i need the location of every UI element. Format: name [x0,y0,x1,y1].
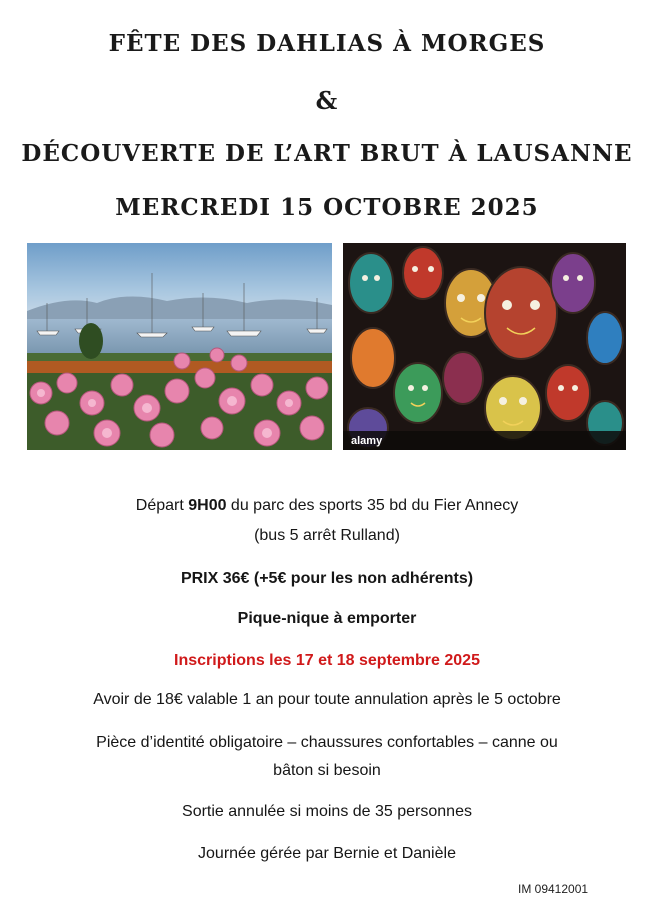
registration-dates: Inscriptions les 17 et 18 septembre 2025 [174,652,480,669]
title-line-2: DÉCOUVERTE DE L’ART BRUT À LAUSANNE [21,140,633,167]
requirements-line-1: Pièce d’identité obligatoire – chaussures confortables – canne ou [96,734,558,751]
title-ampersand: & [315,86,339,115]
organizers: Journée gérée par Bernie et Danièle [198,845,456,862]
departure-line [0,497,654,515]
departure-prefix: Départ [135,497,189,514]
alamy-watermark: alamy [351,435,383,447]
event-date: MERCREDI 15 OCTOBRE 2025 [115,194,539,221]
dahlias-lake-photo [27,243,332,450]
masks-photo [343,243,626,450]
credit-policy: Avoir de 18€ valable 1 an pour toute annulation après le 5 octobre [93,691,561,708]
price: PRIX 36€ (+5€ pour les non adhérents) [180,570,474,587]
departure-place: du parc des sports 35 bd du Fier Annecy [226,497,519,514]
cancellation-note: Sortie annulée si moins de 35 personnes [182,803,472,820]
reference-number: IM 09412001 [518,882,589,896]
bus-info: (bus 5 arrêt Rulland) [254,527,400,544]
requirements-line-2: bâton si besoin [273,762,381,779]
departure-time: 9H00 [188,497,227,514]
picnic-note: Pique-nique à emporter [237,610,417,627]
title-line-1: FÊTE DES DAHLIAS À MORGES [108,30,546,57]
